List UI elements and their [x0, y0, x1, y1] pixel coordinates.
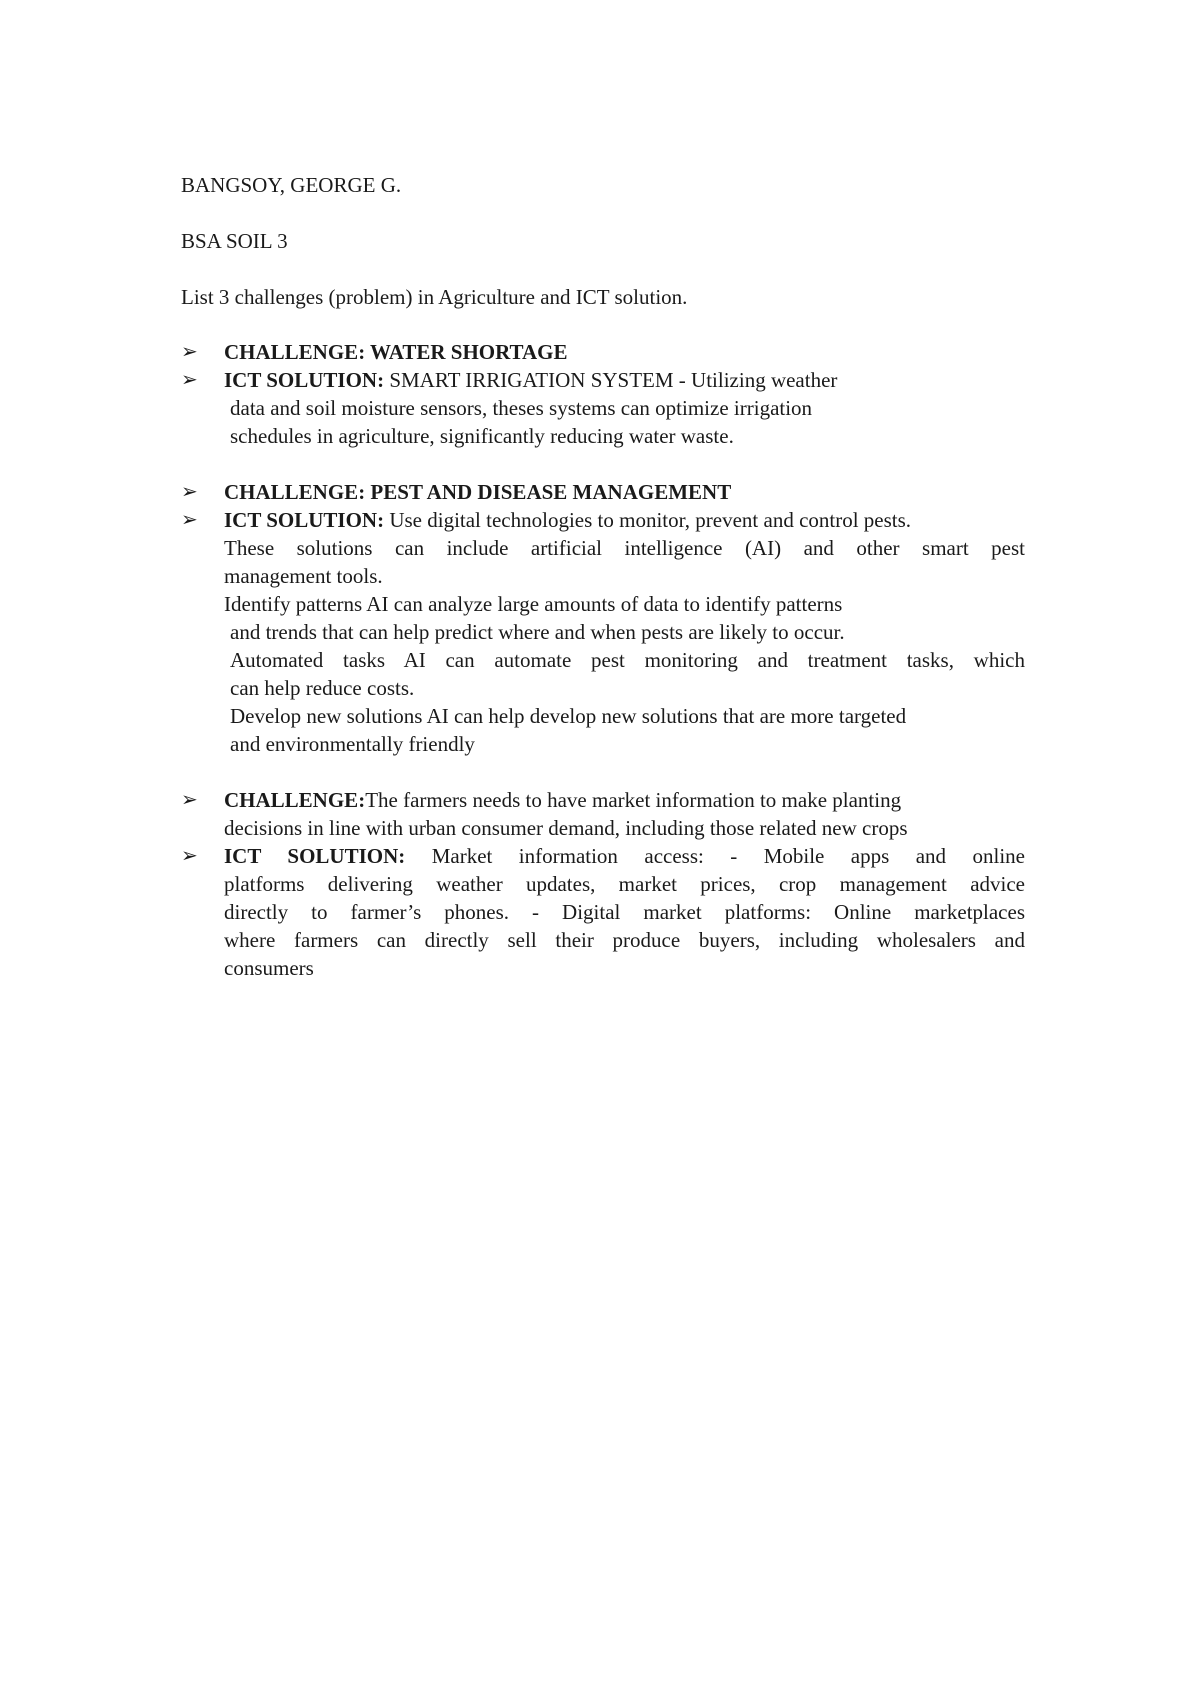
arrow-bullet-icon: ➢	[181, 481, 198, 503]
challenge-2-label: CHALLENGE: PEST AND DISEASE MANAGEMENT	[224, 480, 732, 504]
arrow-bullet-icon: ➢	[181, 789, 198, 811]
solution-2-label: ICT SOLUTION:	[224, 508, 385, 532]
challenge-3-line-2: decisions in line with urban consumer demand, including those related new crops	[224, 816, 908, 840]
solution-3-label: ICT SOLUTION:	[224, 844, 406, 868]
instruction-text: List 3 challenges (problem) in Agriculture and ICT solution.	[181, 285, 688, 309]
arrow-bullet-icon: ➢	[181, 509, 198, 531]
solution-1-line-2: data and soil moisture sensors, theses systems can optimize irrigation	[230, 396, 813, 420]
solution-3-line-5: consumers	[224, 956, 314, 980]
solution-2-line-7: can help reduce costs.	[230, 676, 415, 700]
solution-2-line-4: Identify patterns AI can analyze large amounts of data to identify patterns	[224, 592, 843, 616]
solution-3-line-4: where farmers can directly sell their produce buyers, including wholesalers and	[224, 928, 1025, 952]
solution-3-line-2: platforms delivering weather updates, market prices, crop management advice	[224, 872, 1025, 896]
solution-3-line-1: Market information access: - Mobile apps and online	[405, 844, 1025, 868]
solution-2-line-1: Use digital technologies to monitor, prevent and control pests.	[384, 508, 912, 532]
solution-1-line-1: SMART IRRIGATION SYSTEM - Utilizing weather	[384, 368, 838, 392]
solution-2-line-8: Develop new solutions AI can help develop new solutions that are more targeted	[230, 704, 907, 728]
course-label: BSA SOIL 3	[181, 229, 288, 253]
student-name: BANGSOY, GEORGE G.	[181, 173, 402, 197]
challenge-1-label: CHALLENGE: WATER SHORTAGE	[224, 340, 568, 364]
solution-1-label: ICT SOLUTION:	[224, 368, 385, 392]
solution-2-line-9: and environmentally friendly	[230, 732, 475, 756]
solution-3-line-3: directly to farmer’s phones. - Digital market platforms: Online marketplaces	[224, 900, 1025, 924]
arrow-bullet-icon: ➢	[181, 341, 198, 363]
challenge-3-label: CHALLENGE:	[224, 788, 366, 812]
solution-2-line-2: These solutions can include artificial intelligence (AI) and other smart pest	[224, 536, 1025, 560]
arrow-bullet-icon: ➢	[181, 845, 198, 867]
solution-2-line-5: and trends that can help predict where and when pests are likely to occur.	[230, 620, 845, 644]
challenge-3-line-1: The farmers needs to have market information to make planting	[365, 788, 902, 812]
solution-1-line-3: schedules in agriculture, significantly reducing water waste.	[230, 424, 734, 448]
solution-2-line-3: management tools.	[224, 564, 383, 588]
solution-2-line-6: Automated tasks AI can automate pest monitoring and treatment tasks, which	[230, 648, 1025, 672]
arrow-bullet-icon: ➢	[181, 369, 198, 391]
